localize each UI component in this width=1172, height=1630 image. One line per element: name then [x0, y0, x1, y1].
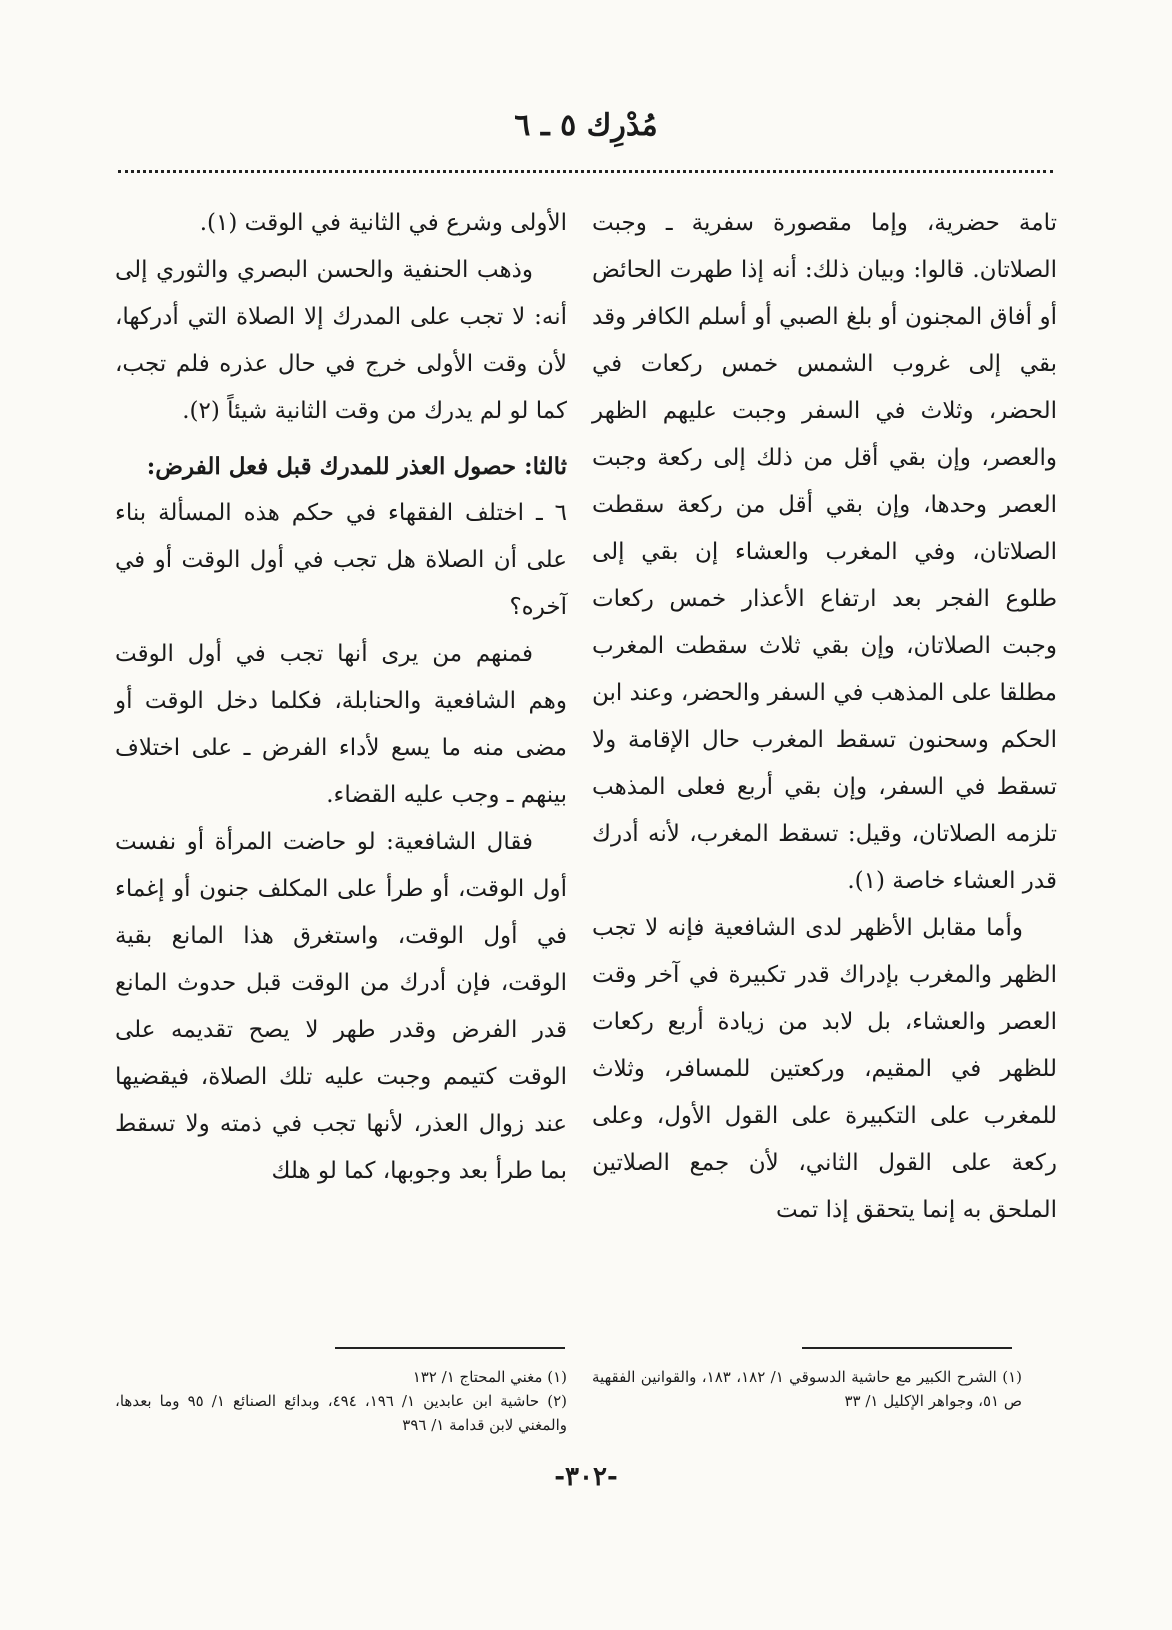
- footnote-left-2: (٢) حاشية ابن عابدين ١/ ١٩٦، ٤٩٤، وبدائع الصنائع ١/ ٩٥ وما بعدها، والمغني لابن قدامة ١/ ٣٩٦: [115, 1392, 568, 1434]
- right-paragraph-1: تامة حضرية، وإما مقصورة سفرية ـ وجبت الصلاتان. قالوا: وبيان ذلك: أنه إذا طهرت الحائض أو أفاق المجنون أو بلغ الصبي أو أسلم الكافر وقد بقي إلى غروب الشمس خمس ركعات في الحضر، وثلاث في السفر وجبت عليهم الظهر والعصر، وإن بقي أقل من ذلك إلى ركعة وجبت العصر وحدها، وإن بقي أقل من ركعة سقطت الصلاتان، وفي المغرب والعشاء إن بقي إلى طلوع الفجر بعد ارتفاع الأعذار خمس ركعات وجبت الصلاتان، وإن بقي ثلاث سقطت المغرب مطلقا على المذهب في السفر والحضر، وعند ابن الحكم وسحنون تسقط المغرب حال الإقامة ولا تسقط في السفر، وإن بقي أربع فعلى المذهب تلزمه الصلاتان، وقيل: تسقط المغرب، لأنه أدرك قدر العشاء خاصة (١).: [592, 210, 1057, 894]
- page-number: -٣٠٢-: [554, 1462, 618, 1492]
- left-column: [115, 200, 567, 1195]
- right-column: [592, 200, 1057, 1234]
- footnote-right-1: (١) الشرح الكبير مع حاشية الدسوقي ١/ ١٨٢، ١٨٣، والقوانين الفقهية ص ٥١، وجواهر الإكليل ١/ ٣٣: [592, 1368, 1022, 1410]
- header-dotted-rule: [118, 170, 1053, 173]
- left-paragraph-3: ٦ ـ اختلف الفقهاء في حكم هذه المسألة بناء على أن الصلاة هل تجب في أول الوقت أو في آخره؟: [115, 500, 567, 620]
- left-paragraph-1: الأولى وشرع في الثانية في الوقت (١).: [199, 210, 567, 236]
- footnotes-right: [592, 1365, 1022, 1413]
- left-paragraph-2: وذهب الحنفية والحسن البصري والثوري إلى أنه: لا تجب على المدرك إلا الصلاة التي أدركها، لأن وقت الأولى خرج في حال عذره فلم تجب، كما لو لم يدرك من وقت الثانية شيئاً (٢).: [115, 257, 567, 424]
- right-paragraph-2: وأما مقابل الأظهر لدى الشافعية فإنه لا تجب الظهر والمغرب بإدراك قدر تكبيرة في آخر وقت العصر والعشاء، بل لابد من زيادة أربع ركعات للظهر في المقيم، وركعتين للمسافر، وثلاث للمغرب على التكبيرة على القول الأول، وعلى ركعة على القول الثاني، لأن جمع الصلاتين الملحق به إنما يتحقق إذا تمت: [592, 915, 1057, 1223]
- footnote-rule-right: [802, 1347, 1012, 1349]
- page-header-title: مُدْرِك ٥ ـ ٦: [514, 108, 658, 143]
- section-heading: ثالثا: حصول العذر للمدرك قبل فعل الفرض:: [146, 453, 567, 480]
- footnote-rule-left: [335, 1347, 565, 1349]
- footnote-left-1: (١) مغني المحتاج ١/ ١٣٢: [412, 1368, 567, 1386]
- left-paragraph-5: فقال الشافعية: لو حاضت المرأة أو نفست أول الوقت، أو طرأ على المكلف جنون أو إغماء في أول الوقت، واستغرق هذا المانع بقية الوقت، فإن أدرك من الوقت قبل حدوث المانع قدر الفرض وقدر طهر لا يصح تقديمه على الوقت كتيمم وجبت عليه تلك الصلاة، فيقضيها عند زوال العذر، لأنها تجب في ذمته ولا تسقط بما طرأ بعد وجوبها، كما لو هلك: [115, 829, 567, 1184]
- left-paragraph-4: فمنهم من يرى أنها تجب في أول الوقت وهم الشافعية والحنابلة، فكلما دخل الوقت أو مضى منه ما يسع لأداء الفرض ـ على اختلاف بينهم ـ وجب عليه القضاء.: [115, 641, 567, 808]
- footnotes-left: [115, 1365, 567, 1437]
